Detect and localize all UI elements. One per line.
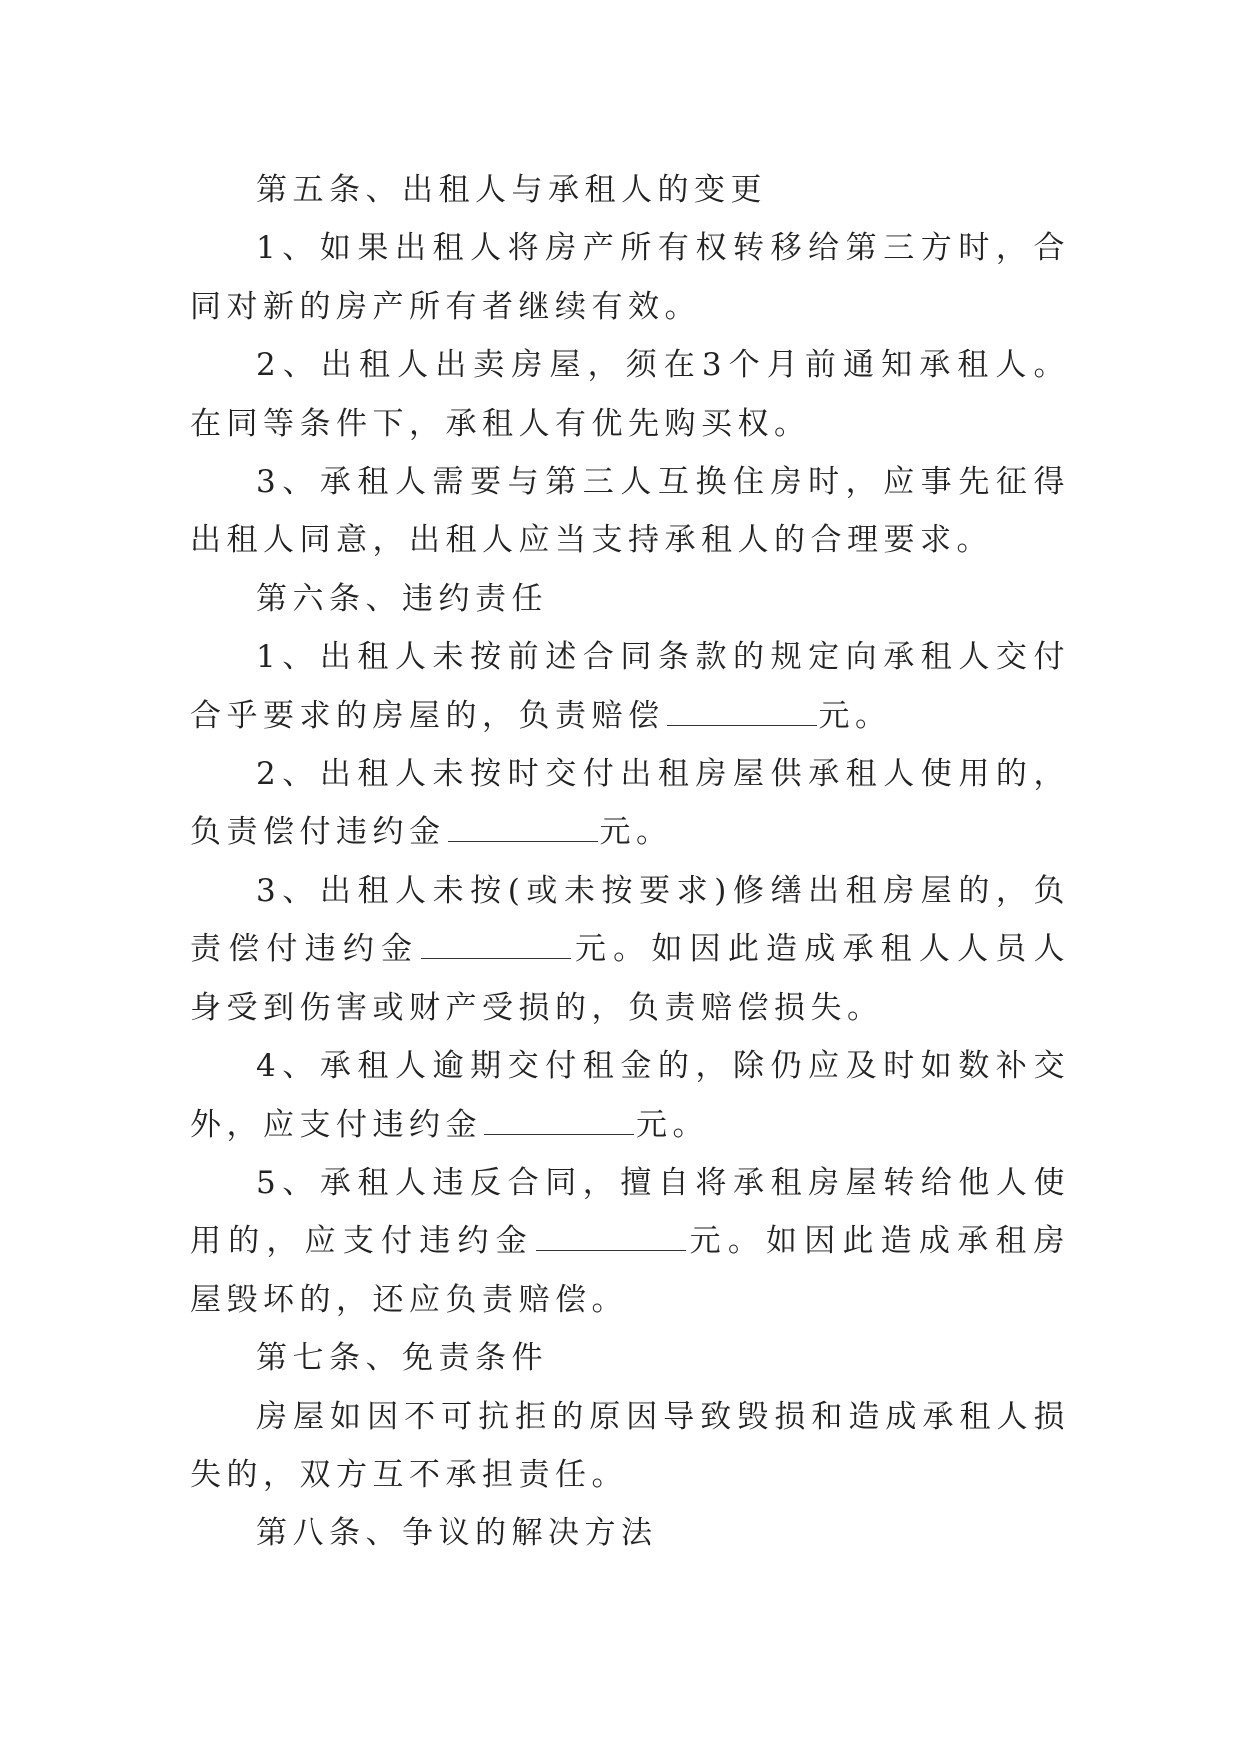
amount-blank	[448, 809, 598, 842]
clause-text: 3、出租人未按(或未按要求)修缮出租房屋的，负责偿付违约金	[190, 872, 1070, 968]
article-6-clause-5	[190, 1154, 1070, 1329]
article-6-clause-2	[190, 745, 1070, 862]
article-5-clause-2: 2、出租人出卖房屋，须在3个月前通知承租人。在同等条件下，承租人有优先购买权。	[190, 347, 1070, 442]
article-5-clause-3: 3、承租人需要与第三人互换住房时，应事先征得出租人同意，出租人应当支持承租人的合理要求。	[190, 464, 1070, 559]
clause-text: 4、承租人逾期交付租金的，除仍应及时如数补交外，应支付违约金	[190, 1048, 1070, 1143]
article-6-clause-3	[190, 862, 1070, 1037]
article-6-heading: 第六条、违约责任	[256, 580, 548, 617]
amount-blank	[421, 926, 571, 959]
amount-blank	[484, 1102, 634, 1135]
clause-text: 元。	[599, 814, 673, 851]
document-body	[190, 161, 1070, 1563]
amount-blank	[536, 1218, 686, 1251]
article-6-clause-1	[190, 628, 1070, 745]
clause-text: 元。	[818, 697, 892, 734]
clause-text: 元。如因此造成承租人人员人身受到伤害或财产受损的，负责赔偿损失。	[190, 931, 1071, 1026]
clause-text: 2、出租人未按时交付出租房屋供承租人使用的，负责偿付违约金	[190, 756, 1070, 851]
article-7-heading: 第七条、免责条件	[256, 1340, 548, 1377]
clause-text: 1、出租人未按前述合同条款的规定向承租人交付合乎要求的房屋的，负责赔偿	[190, 639, 1070, 734]
article-7-text: 房屋如因不可抗拒的原因导致毁损和造成承租人损失的，双方互不承担责任。	[190, 1398, 1070, 1493]
article-8-heading: 第八条、争议的解决方法	[256, 1515, 658, 1552]
clause-text: 元。	[636, 1106, 709, 1143]
clause-text: 5、承租人违反合同，擅自将承租房屋转给他人使用的，应支付违约金	[190, 1164, 1070, 1260]
clause-text: 元。如因此造成承租房屋毁坏的，还应负责赔偿。	[190, 1223, 1071, 1318]
article-6-clause-4	[190, 1037, 1070, 1154]
article-5-heading: 第五条、出租人与承租人的变更	[256, 172, 767, 208]
amount-blank	[667, 693, 817, 726]
article-5-clause-1: 1、如果出租人将房产所有权转移给第三方时，合同对新的房产所有者继续有效。	[190, 230, 1070, 325]
